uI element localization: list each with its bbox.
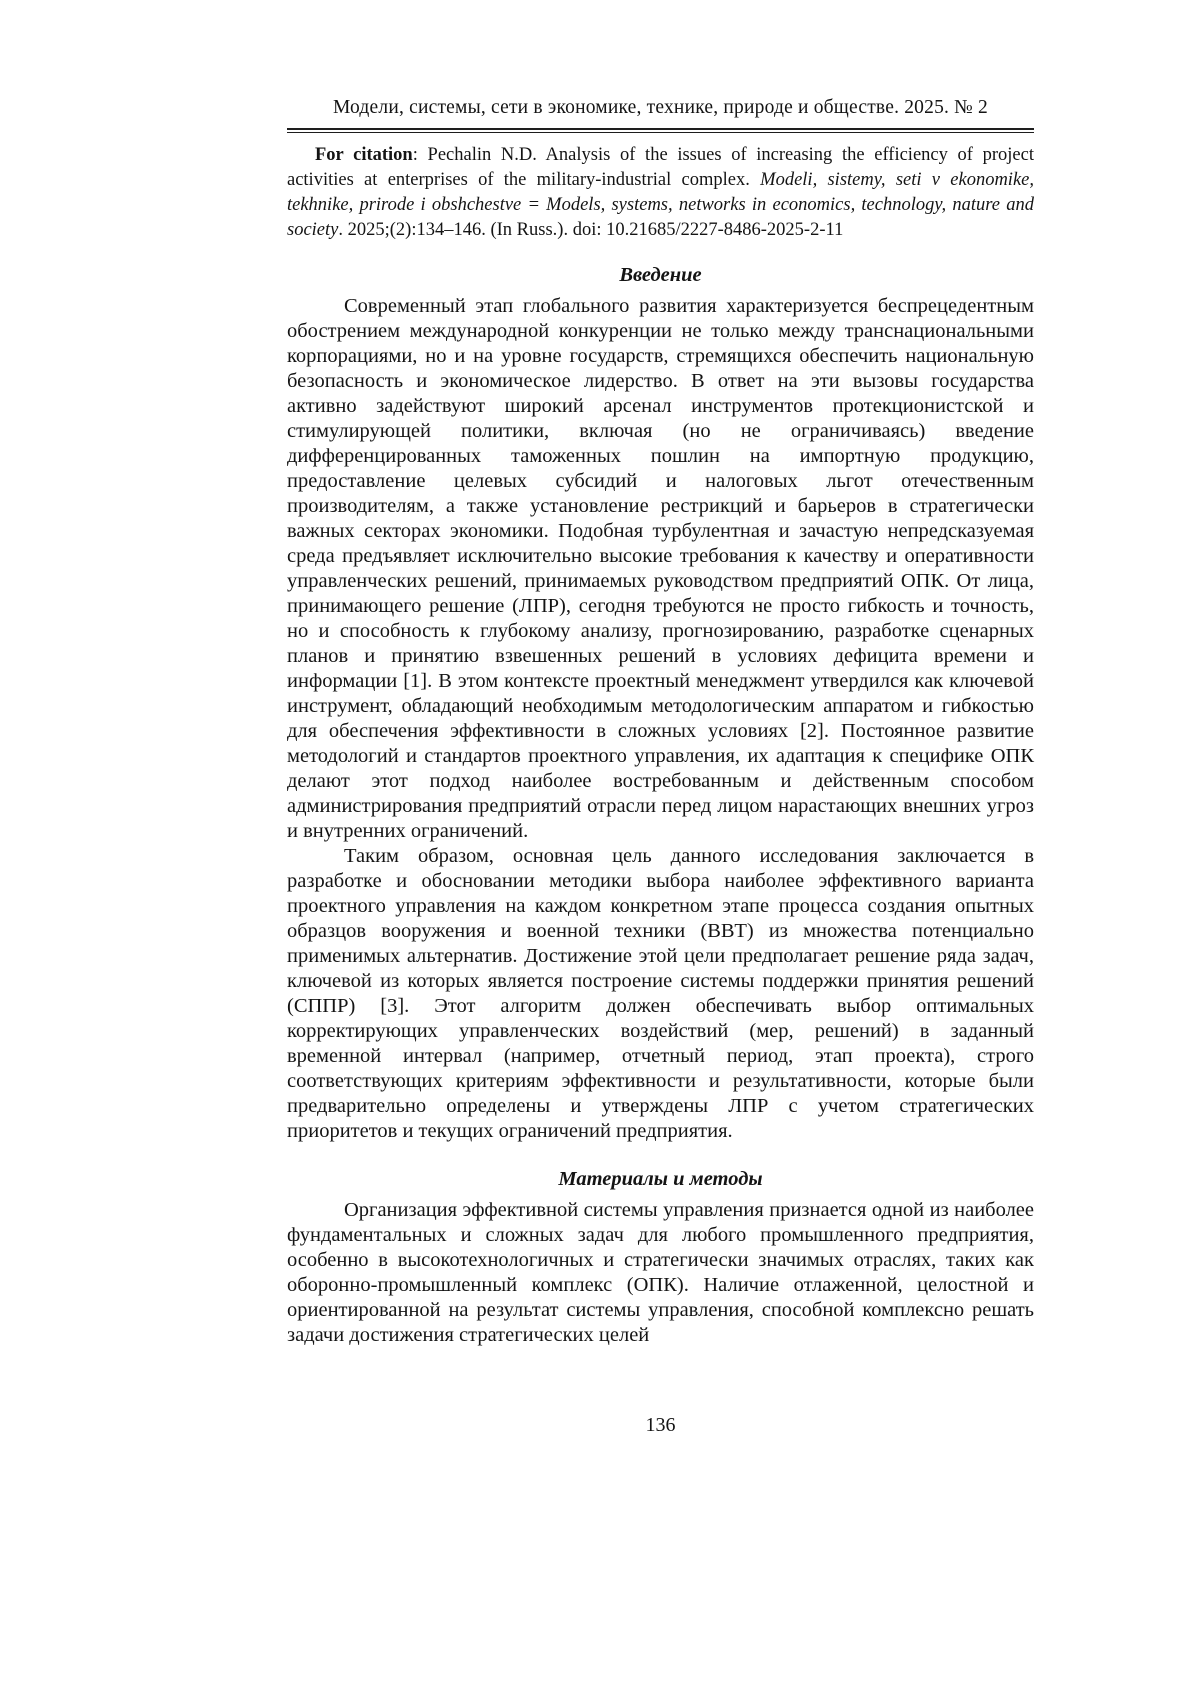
citation-details: . 2025;(2):134–146. (In Russ.). doi: 10.21685/2227-8486-2025-2-11: [338, 220, 844, 240]
citation-block: [287, 143, 1034, 243]
citation-lead: For citation: [315, 145, 413, 165]
section-title-materials-methods: Материалы и методы: [558, 1167, 763, 1190]
header-rule: [287, 128, 1034, 130]
citation-journal: Modeli, sistemy, seti v ekonomike, tekhnike, prirode i obshchestve = Models, systems, networks in economics, technology, nature and society: [287, 170, 1034, 240]
introduction-paragraph-1: Современный этап глобального развития характеризуется беспрецедентным обострением международной конкуренции не только между транснациональными корпорациями, но и на уровне государств, стремящихся обеспечить национальную безопасность и экономическое лидерство. В ответ на эти вызовы государства активно задействуют широкий арсенал инструментов протекционистской и стимулирующей политики, включая (но не ограничиваясь) введение дифференцированных таможенных пошлин на импортную продукцию, предоставление целевых субсидий и налоговых льгот отечественным производителям, а также установление рестрикций и барьеров в стратегически важных секторах экономики. Подобная турбулентная и зачастую непредсказуемая среда предъявляет исключительно высокие требования к качеству и оперативности управленческих решений, принимаемых руководством предприятий ОПК. От лица, принимающего решение (ЛПР), сегодня требуются не просто гибкость и точность, но и способность к глубокому анализу, прогнозированию, разработке сценарных планов и принятию взвешенных решений в условиях дефицита времени и информации [1]. В этом контексте проектный менеджмент утвердился как ключевой инструмент, обладающий необходимым методологическим аппаратом и гибкостью для обеспечения эффективности в сложных условиях [2]. Постоянное развитие методологий и стандартов проектного управления, их адаптация к специфике ОПК делают этот подход наиболее востребованным и действенным способом администрирования предприятий отрасли перед лицом нарастающих внешних угроз и внутренних ограничений.: [287, 294, 1034, 842]
section-title-introduction: Введение: [619, 263, 702, 286]
running-header: Модели, системы, сети в экономике, технике, природе и обществе. 2025. № 2: [332, 97, 989, 118]
header-rule-thin: [287, 132, 1034, 133]
materials-methods-paragraph-1: Организация эффективной системы управления признается одной из наиболее фундаментальных и сложных задач для любого промышленного предприятия, особенно в высокотехнологичных и стратегически значимых отраслях, таких как оборонно-промышленный комплекс (ОПК). Наличие отлаженной, целостной и ориентированной на результат системы управления, способной комплексно решать задачи достижения стратегических целей: [287, 1198, 1034, 1346]
page-number: 136: [645, 1414, 676, 1436]
journal-page: [287, 96, 1034, 1348]
citation-authors-title: : Pechalin N.D. Analysis of the issues of increasing the efficiency of project activities at enterprises of the military-industrial complex.: [287, 145, 1034, 190]
introduction-paragraph-2: Таким образом, основная цель данного исследования заключается в разработке и обосновании методики выбора наиболее эффективного варианта проектного управления на каждом конкретном этапе процесса создания опытных образцов вооружения и военной техники (ВВТ) из множества потенциально применимых альтернатив. Достижение этой цели предполагает решение ряда задач, ключевой из которых является построение системы поддержки принятия решений (СППР) [3]. Этот алгоритм должен обеспечивать выбор оптимальных корректирующих управленческих воздействий (мер, решений) в заданный временной интервал (например, отчетный период, этап проекта), строго соответствующих критериям эффективности и результативности, которые были предварительно определены и утверждены ЛПР с учетом стратегических приоритетов и текущих ограничений предприятия.: [287, 844, 1034, 1142]
